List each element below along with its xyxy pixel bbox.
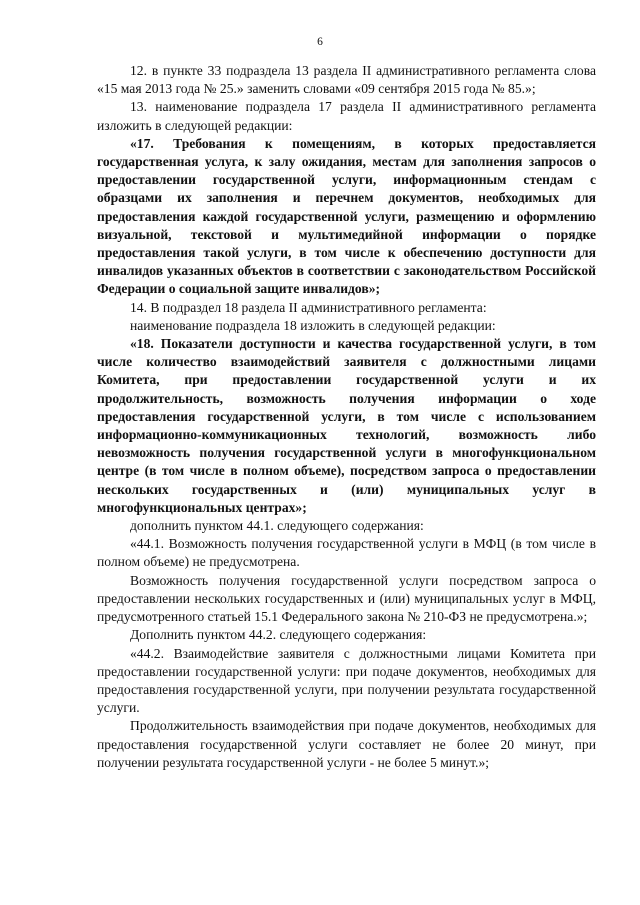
paragraph-add-44-2: Дополнить пунктом 44.2. следующего содержания: [130,627,427,643]
paragraph-item-14: 14. В подраздел 18 раздела II административного регламента: [130,299,487,315]
paragraph-item-13: 13. наименование подраздела 17 раздела II административного регламента изложить в следующей редакции: [97,99,596,133]
paragraph-item-12: 12. в пункте 33 подраздела 13 раздела II административного регламента слова «15 мая 2013 года № 25.» заменить словами «09 сентября 2015 года № 85.»; [97,63,596,97]
paragraph-section-17-title: «17. Требования к помещениям, в которых предоставляется государственная услуга, к залу ожидания, местам для заполнения запросов о предоставлении государственной услуги, информационным стендам с образцами их заполнения и перечнем документов, необходимых для предоставления каждой государственной услуги, размещению и оформлению визуальной, текстовой и мультимедийной информации о порядке предоставления такой услуги, в том числе к обеспечению доступности для инвалидов указанных объектов в соответствии с законодательством Российской Федерации о социальной защите инвалидов»; [97,135,596,297]
paragraph-44-1-continued: Возможность получения государственной услуги посредством запроса о предоставлении нескольких государственных и (или) муниципальных услуг в МФЦ, предусмотренного статьей 15.1 Федерального закона № 210-ФЗ не предусмотрена.»; [97,572,596,625]
paragraph-section-18-rename: наименование подраздела 18 изложить в следующей редакции: [130,317,496,333]
document-body [97,62,596,772]
paragraph-44-2-continued: Продолжительность взаимодействия при подаче документов, необходимых для предоставления государственной услуги составляет не более 20 минут, при получении результата государственной услуги - не более 5 минут.»; [97,718,596,770]
paragraph-section-18-title: «18. Показатели доступности и качества государственной услуги, в том числе количество взаимодействий заявителя с должностными лицами Комитета, при предоставлении государственной услуги и их продолжительность, возможность получения информации о ходе предоставления государственной услуги, в том числе с использованием информационно-коммуникационных технологий, возможность либо невозможность получения государственной услуги в многофункциональном центре (в том числе в полном объеме), посредством запроса о предоставлении нескольких государственных и (или) муниципальных услуг в многофункциональных центрах»; [97,336,596,515]
paragraph-44-2: «44.2. Взаимодействие заявителя с должностными лицами Комитета при предоставлении государственной услуги: при подаче документов, необходимых для предоставления государственной услуги, при получении результата государственной услуги. [97,645,596,716]
paragraph-44-1: «44.1. Возможность получения государственной услуги в МФЦ (в том числе в полном объеме) не предусмотрена. [97,536,596,570]
page-number: 6 [317,36,323,48]
paragraph-add-44-1: дополнить пунктом 44.1. следующего содержания: [130,518,424,534]
